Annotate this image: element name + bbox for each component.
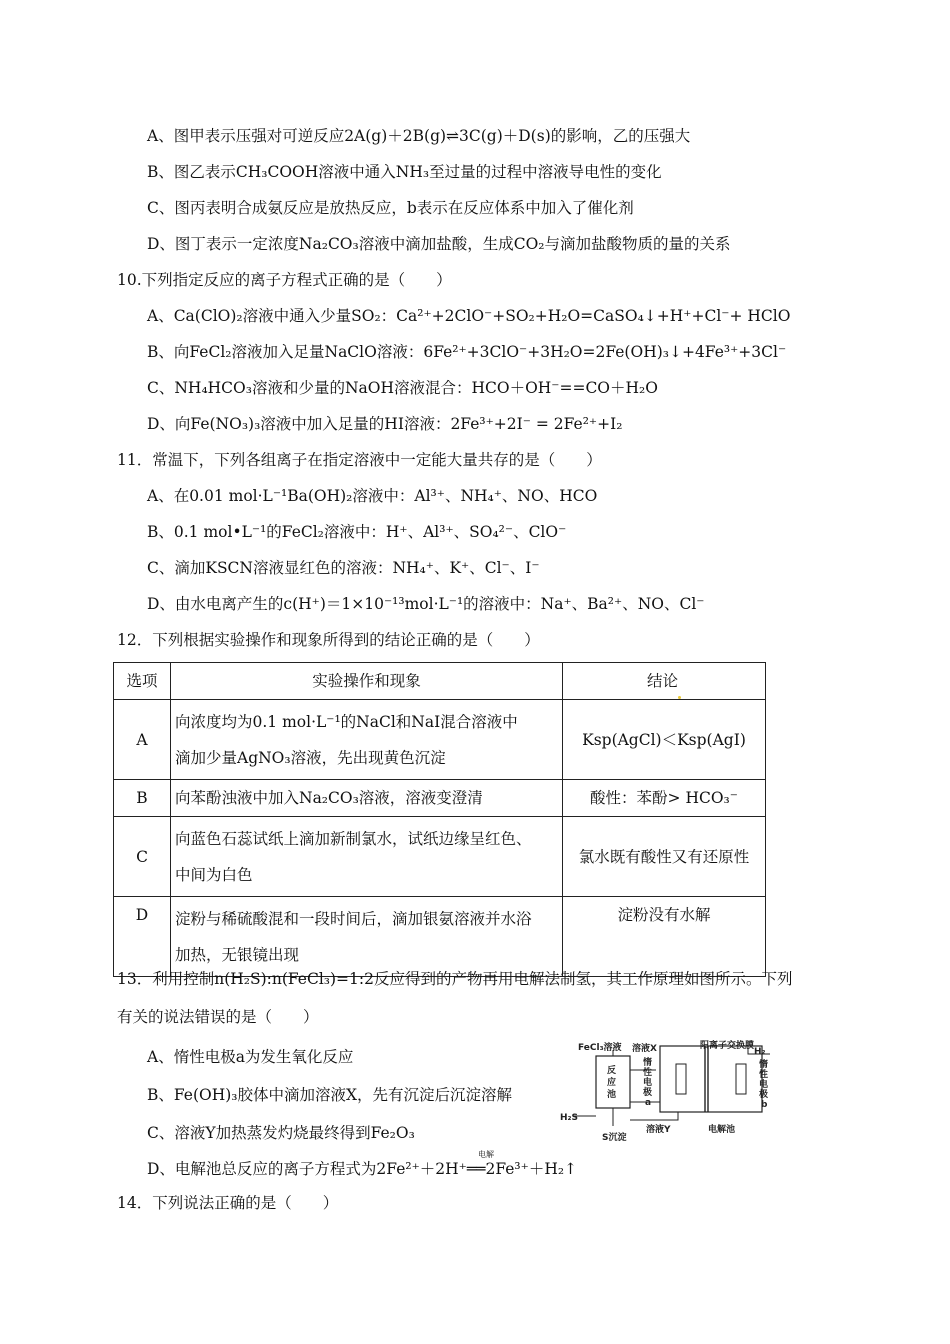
q11-option-b: B、0.1 mol•L⁻¹的FeCl₂溶液中：H⁺、Al³⁺、SO₄²⁻、ClO⁻ (147, 523, 567, 541)
q9-option-a: A、图甲表示压强对可逆反应2A(g)＋2B(g)⇌3C(g)＋D(s)的影响，乙的压强大 (147, 127, 691, 145)
q10-stem: 10.下列指定反应的离子方程式正确的是（ ） (117, 271, 452, 289)
q11-option-d: D、由水电离产生的c(H⁺)＝1×10⁻¹³mol·L⁻¹的溶液中：Na⁺、Ba²⁺、NO、Cl⁻ (147, 595, 705, 613)
q11-option-a: A、在0.01 mol·L⁻¹Ba(OH)₂溶液中：Al³⁺、NH₄⁺、NO、HCO (147, 487, 598, 505)
solution-y-label: 溶液Y (646, 1125, 671, 1135)
q13-option-a: A、惰性电极a为发生氧化反应 (147, 1048, 354, 1066)
q13-option-b: B、Fe(OH)₃胶体中滴加溶液X，先有沉淀后沉淀溶解 (147, 1086, 513, 1104)
row-operation: 向苯酚浊液中加入Na₂CO₃溶液，溶液变澄清 (171, 780, 563, 817)
over-arrow-label: 电解 (478, 1150, 494, 1159)
row-operation: 向蓝色石蕊试纸上滴加新制氯水，试纸边缘呈红色、 中间为白色 (171, 817, 563, 897)
q10-option-c: C、NH₄HCO₃溶液和少量的NaOH溶液混合：HCO＋OH⁻==CO＋H₂O (147, 379, 658, 397)
header-conclusion: 结论 (563, 663, 766, 700)
electrolysis-diagram (558, 1040, 776, 1148)
electrode-a-label-1: 惰 (643, 1058, 653, 1068)
electrode-b-label-5: b (761, 1100, 768, 1110)
fecl3-label: FeCl₃溶液 (578, 1043, 622, 1053)
row-conclusion: 氯水既有酸性又有还原性 (563, 817, 766, 897)
electrolysis-cell (660, 1046, 762, 1112)
q10-option-d: D、向Fe(NO₃)₃溶液中加入足量的HI溶液：2Fe³⁺+2I⁻ = 2Fe²⁺+I₂ (147, 415, 623, 433)
q13-option-d: D、电解池总反应的离子方程式为2Fe²⁺＋2H⁺══2Fe³⁺＋H₂↑ (147, 1160, 578, 1178)
row-option: A (114, 700, 171, 780)
q14-stem: 14．下列说法正确的是（ ） (117, 1194, 339, 1212)
table-row (114, 897, 766, 977)
solution-x-label: 溶液X (632, 1044, 657, 1054)
row-conclusion: 酸性：苯酚> HCO₃⁻ (563, 780, 766, 817)
electrode-b-label-4: 极 (759, 1090, 769, 1100)
q9-option-b: B、图乙表示CH₃COOH溶液中通入NH₃至过量的过程中溶液导电性的变化 (147, 163, 662, 181)
q11-option-c: C、滴加KSCN溶液显红色的溶液：NH₄⁺、K⁺、Cl⁻、I⁻ (147, 559, 540, 577)
q11-stem: 11．常温下，下列各组离子在指定溶液中一定能大量共存的是（ ） (117, 451, 602, 469)
reactor-label-1: 反 (607, 1066, 617, 1076)
h2-label: H₂ (754, 1047, 766, 1057)
row-conclusion: 淀粉没有水解 (563, 897, 766, 977)
row-operation: 向浓度均为0.1 mol·L⁻¹的NaCl和NaI混合溶液中 滴加少量AgNO₃溶液，先出现黄色沉淀 (171, 700, 563, 780)
q9-option-d: D、图丁表示一定浓度Na₂CO₃溶液中滴加盐酸，生成CO₂与滴加盐酸物质的量的关系 (147, 235, 731, 253)
membrane-label: 阳离子交换膜 (700, 1041, 755, 1051)
electrode-a (676, 1064, 686, 1094)
q10-option-b: B、向FeCl₂溶液加入足量NaClO溶液：6Fe²⁺+3ClO⁻+3H₂O=2Fe(OH)₃↓+4Fe³⁺+3Cl⁻ (147, 343, 787, 361)
table-row (114, 700, 766, 780)
q10-option-a: A、Ca(ClO)₂溶液中通入少量SO₂：Ca²⁺+2ClO⁻+SO₂+H₂O=CaSO₄↓+H⁺+Cl⁻+ HClO (147, 307, 791, 325)
header-operation: 实验操作和现象 (171, 663, 563, 700)
row-conclusion: Ksp(AgCl)＜Ksp(AgI) (563, 700, 766, 780)
h2s-label: H₂S (560, 1113, 578, 1123)
q13-stem-line1: 13．利用控制n(H₂S):n(FeCl₃)=1:2反应得到的产物再用电解法制氢，其工作原理如图所示。下列 (117, 970, 793, 988)
reactor-label-2: 应 (607, 1078, 617, 1088)
electrode-b-label-3: 电 (759, 1080, 769, 1090)
q13-stem-line2: 有关的说法错误的是（ ） (117, 1008, 319, 1026)
table-row (114, 780, 766, 817)
electrode-b (736, 1064, 746, 1094)
row-option: C (114, 817, 171, 897)
s-precipitate-label: S沉淀 (602, 1133, 627, 1143)
electrode-a-label-5: a (645, 1098, 652, 1108)
cell-label: 电解池 (708, 1125, 736, 1135)
electrode-a-label-2: 性 (643, 1068, 653, 1078)
table-header-row (114, 663, 766, 700)
table-row (114, 817, 766, 897)
reactor-label-3: 池 (607, 1090, 617, 1100)
q12-table (113, 662, 766, 977)
q9-option-c: C、图丙表明合成氨反应是放热反应，b表示在反应体系中加入了催化剂 (147, 199, 634, 217)
q12-stem: 12．下列根据实验操作和现象所得到的结论正确的是（ ） (117, 631, 540, 649)
header-option: 选项 (114, 663, 171, 700)
electrode-b-label-1: 惰 (759, 1060, 769, 1070)
row-option: D (114, 897, 171, 977)
solution-y-return (630, 1112, 678, 1120)
electrode-a-label-4: 极 (643, 1088, 653, 1098)
electrode-b-label-2: 性 (759, 1070, 769, 1080)
row-option: B (114, 780, 171, 817)
row-operation: 淀粉与稀硫酸混和一段时间后，滴加银氨溶液并水浴 加热，无银镜出现 (171, 897, 563, 977)
electrode-a-label-3: 电 (643, 1078, 653, 1088)
q13-option-c: C、溶液Y加热蒸发灼烧最终得到Fe₂O₃ (147, 1124, 415, 1142)
